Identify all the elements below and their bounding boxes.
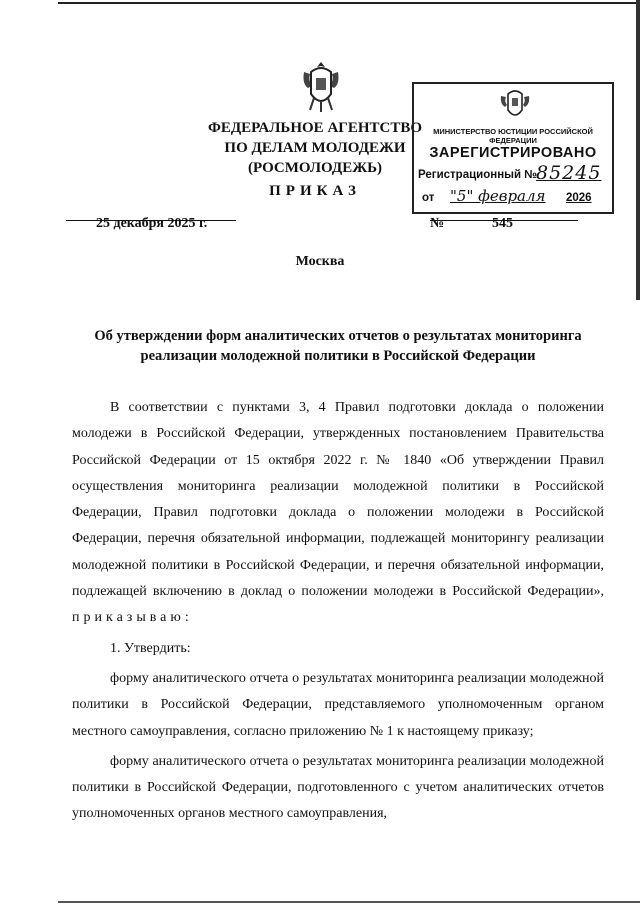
agency-line-2: ПО ДЕЛАМ МОЛОДЕЖИ — [224, 140, 406, 156]
stamp-coat-of-arms-icon — [498, 86, 532, 124]
stamp-year: 2026 — [566, 192, 592, 204]
document-title: Об утверждении форм аналитических отчетов о результатах мониторинга реализации молодежной политики в Российской Федерации — [94, 328, 582, 364]
order-number-label: № — [430, 216, 445, 231]
city: Москва — [295, 254, 345, 269]
stamp-date-label: от — [422, 192, 435, 204]
agency-name — [200, 118, 430, 178]
page-edge-top — [58, 2, 640, 4]
document-type: ПРИКАЗ — [269, 183, 361, 199]
page-edge-bottom — [58, 901, 640, 903]
registration-stamp — [412, 82, 614, 214]
stamp-status: ЗАРЕГИСТРИРОВАНО — [429, 145, 597, 161]
stamp-reg-number: 85245 — [536, 162, 602, 184]
form-1-paragraph: форму аналитического отчета о результатах мониторинга реализации молодежной политики в Российской Федерации, представляемого уполномоченным органом местного самоуправления, согласно приложению № 1 к настоящему приказу; — [72, 670, 604, 739]
preamble-text: В соответствии с пунктами 3, 4 Правил подготовки доклада о положении молодежи в Российской Федерации, утвержденных постановлением Правительства Российской Федерации от 15 октября 2022 г. № 1840 «Об утверждении Правил осуществления мониторинга реализации молодежной политики в Российской Федерации, Правил подготовки доклада о положении молодежи в Российской Федерации, перечня обязательной информации, подлежащей мониторингу реализации молодежной политики в Российской Федерации, и перечня обязательной информации, подлежащей включению в доклад о положении молодежи в Российской Федерации», — [72, 400, 604, 600]
stamp-reg-label: Регистрационный № — [418, 169, 538, 181]
coat-of-arms-icon — [298, 58, 344, 114]
form-2-paragraph: форму аналитического отчета о результатах мониторинга реализации молодежной политики в Российской Федерации, подготовленного с учетом аналитических отчетов уполномоченных органов местного самоуправления, — [72, 753, 604, 822]
document-body — [72, 395, 604, 828]
preamble-paragraph — [72, 395, 604, 632]
order-date: 25 декабря 2025 г. — [96, 216, 208, 231]
order-verb: приказываю: — [72, 610, 193, 626]
item-1: 1. Утвердить: — [110, 640, 191, 656]
stamp-date-value: "5" февраля — [450, 187, 546, 205]
stamp-ministry: МИНИСТЕРСТВО ЮСТИЦИИ РОССИЙСКОЙ ФЕДЕРАЦИИ — [433, 127, 593, 145]
agency-line-3: (РОСМОЛОДЕЖЬ) — [248, 160, 382, 176]
agency-line-1: ФЕДЕРАЛЬНОЕ АГЕНТСТВО — [207, 120, 423, 136]
order-number: 545 — [492, 216, 513, 231]
